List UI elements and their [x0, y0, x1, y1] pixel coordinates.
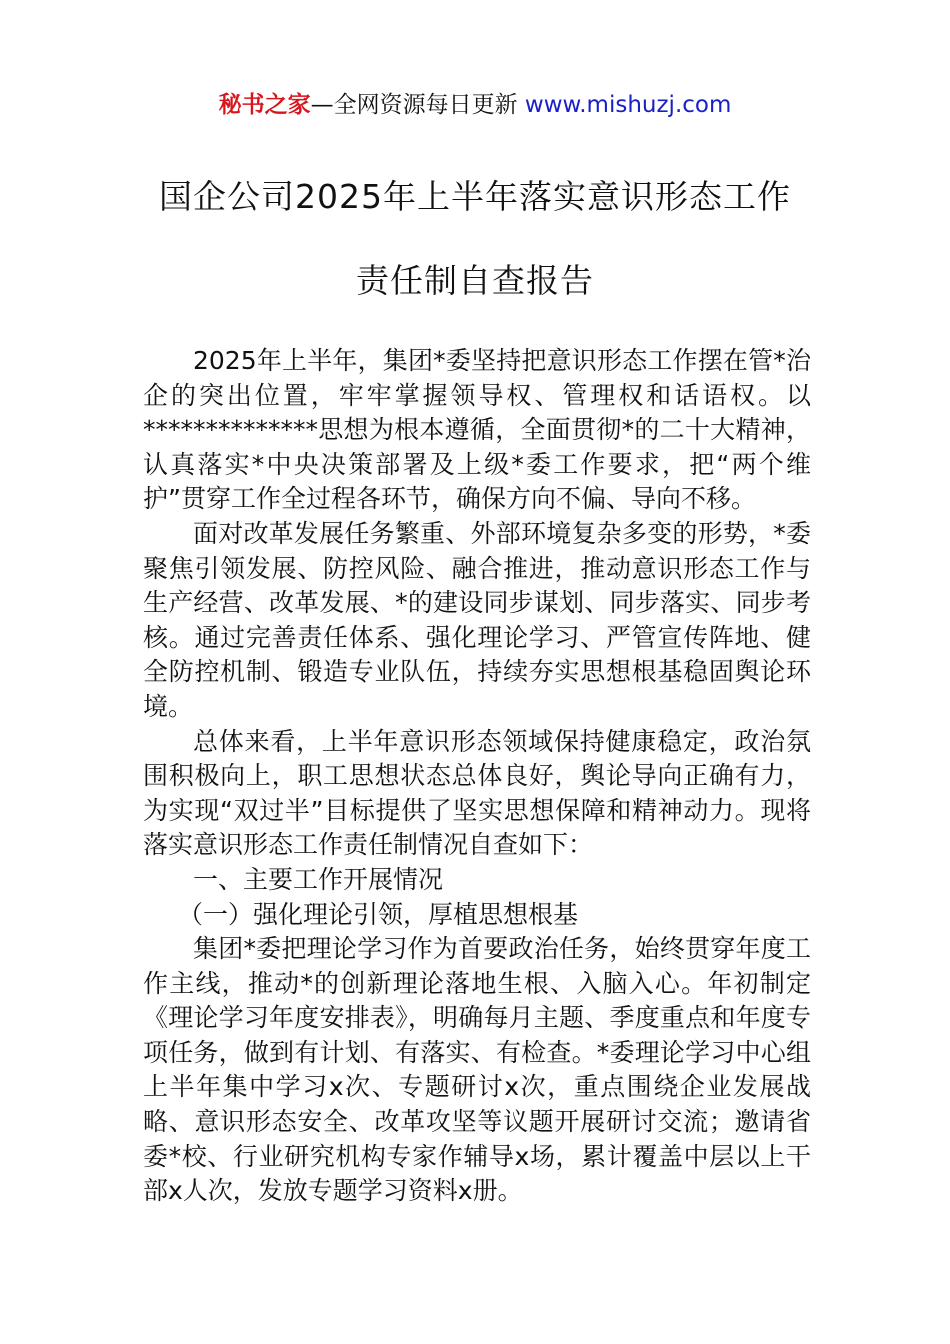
subsection-heading: （一）强化理论引领，厚植思想根基 — [178, 899, 579, 929]
subsection-paragraph: 集团*委把理论学习作为首要政治任务，始终贯穿年度工作主线，推动*的创新理论落地生根、入脑入心。年初制定《理论学习年度安排表》，明确每月主题、季度重点和年度专项任务，做到有计划、有落实、有检查。*委理论学习中心组上半年集中学习x次、专题研讨x次，重点围绕企业发展战略、意识形态安全、改革攻坚等议题开展研讨交流；邀请省委*校、行业研究机构专家作辅导x场，累计覆盖中层以上干部x人次，发放专题学习资料x册。 — [143, 934, 811, 1206]
body-paragraph-2: 面对改革发展任务繁重、外部环境复杂多变的形势，*委聚焦引领发展、防控风险、融合推进，推动意识形态工作与生产经营、改革发展、*的建设同步谋划、同步落实、同步考核。通过完善责任体系、强化理论学习、严管宣传阵地、健全防控机制、锻造专业队伍，持续夯实思想根基稳固舆论环境。 — [143, 518, 811, 721]
site-header — [0, 88, 950, 122]
body-paragraph-1: 2025年上半年，集团*委坚持把意识形态工作摆在管*治企的突出位置，牢牢掌握领导权、管理权和话语权。以**************思想为根本遵循，全面贯彻*的二十大精神，认真落实*中央决策部署及上级*委工作要求，把“两个维护”贯穿工作全过程各环节，确保方向不偏、导向不移。 — [143, 346, 811, 514]
document-title-line-1: 国企公司2025年上半年落实意识形态工作 — [159, 177, 791, 216]
brand-tagline: —全网资源每日更新 — [310, 92, 518, 118]
brand-url-link[interactable]: www.mishuzj.com — [524, 92, 732, 118]
document-title — [110, 155, 840, 323]
brand-name: 秘书之家 — [218, 92, 311, 118]
document-body — [143, 344, 811, 1209]
body-paragraph-3: 总体来看，上半年意识形态领域保持健康稳定，政治氛围积极向上，职工思想状态总体良好，舆论导向正确有力，为实现“双过半”目标提供了坚实思想保障和精神动力。现将落实意识形态工作责任制情况自查如下： — [143, 726, 811, 860]
section-heading: 一、主要工作开展情况 — [193, 864, 444, 894]
document-title-line-2: 责任制自查报告 — [356, 261, 594, 300]
